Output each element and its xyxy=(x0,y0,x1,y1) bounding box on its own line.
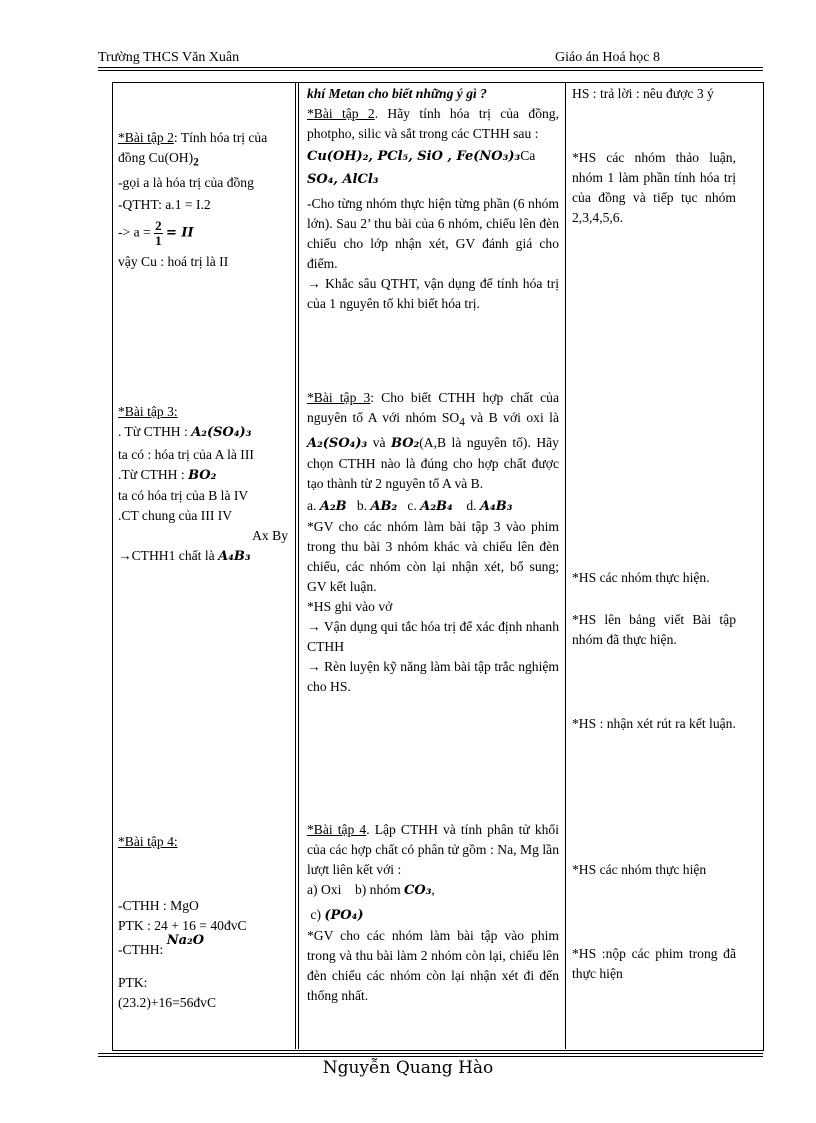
bt2-sub: 2 xyxy=(193,156,199,169)
footer-rule xyxy=(98,1053,763,1054)
col1-exercise-2 xyxy=(118,128,288,272)
answer-options: a. A₂B b. AB₂ c. A₂B₄ d. A₄B₃ xyxy=(307,497,513,514)
header-rule-2 xyxy=(98,70,763,71)
column-divider-2 xyxy=(565,82,566,1049)
column-content-3: HS : trả lời : nêu được 3 ý *HS các nhóm thảo luận, nhóm 1 làm phần tính hóa trị của đồng và tiếp tục nhóm 2,3,4,5,6. *HS các nhóm thực hiện. *HS lên bảng viết Bài tập nhóm đã thực hiện. *HS : nhận xét rút ra kết luận. *HS các nhóm thực hiện *HS :nộp các phim trong đã thực hiện xyxy=(572,86,736,981)
footer-rule-2 xyxy=(98,1056,763,1057)
bt4-title: *Bài tập 4: xyxy=(118,834,178,849)
header-rule xyxy=(98,67,763,68)
header-subject: Giáo án Hoá học 8 xyxy=(555,50,660,65)
col2-block-3: *Bài tập 4. Lập CTHH và tính phân tử khối của các hợp chất có phân tử gồm : Na, Mg lần lượt liên kết với : a) Oxi b) nhóm CO₃, c) (PO₄) *GV cho các nhóm làm bài tập vào phim trong và thu bài làm 2 nhóm còn lại, chiếu lên đèn chiếu các nhóm còn lại nhận xét đi đến thống nhất. xyxy=(307,822,559,1003)
bt2-line-5: vậy Cu : hoá trị là II xyxy=(118,253,229,269)
column-divider-1 xyxy=(295,82,299,1049)
column-content-2 xyxy=(307,84,559,1049)
column-content xyxy=(118,84,288,1049)
bt3-title: *Bài tập 3: xyxy=(118,404,178,419)
col2-block-2: *Bài tập 3: Cho biết CTHH hợp chất của nguyên tố A với nhóm $SO_4$ và B với oxi là A₂(SO₄)₃ và BO₂(A,B là nguyên tố). Hãy chọn CTHH nào là đúng cho hợp chất được tạo thành từ 2 nguyên tố A và B. a. A₂B b. AB₂ c. A₂B₄ d. A₄B₃ *GV cho các nhóm làm bài tập 3 vào phim trong thu bài 3 nhóm khác và chiếu lên đèn chiếu, các nhóm còn lại nhận xét, bổ sung; GV kết luận. *HS ghi vào vở → Vận dụng qui tắc hóa trị để xác định nhanh CTHH → Rèn luyện kỹ năng làm bài tập trắc nghiệm cho HS. xyxy=(307,390,559,694)
header-school: Trường THCS Văn Xuân xyxy=(98,50,240,65)
footer-author: Nguyễn Quang Hào xyxy=(322,1058,494,1078)
fraction: $\frac{2}{1}$ xyxy=(155,217,162,248)
col2-block-1: khí Metan cho biết những ý gì ? *Bài tập 2. Hãy tính hóa trị của đồng, photpho, silic và sắt trong các CTHH sau : Cu(OH)₂, PCl₅, SiO , Fe(NO₃)₃Ca SO₄, AlCl₃ -Cho từng nhóm thực hiện từng phần (6 nhóm lớn). Sau 2’ thu bài của 6 nhóm, chiếu lên đèn chiếu cho lớp nhận xét, GV đánh giá cho điểm. → Khắc sâu QTHT, vận dụng để tính hóa trị của 1 nguyên tố khi biết hóa trị. xyxy=(307,86,559,311)
bt2-text: : Tính hóa trị của đồng Cu(OH) xyxy=(118,130,268,165)
bt2-line-4: -> a = $\frac{2}{1}$ = II xyxy=(118,217,194,248)
question-top: khí Metan cho biết những ý gì ? xyxy=(307,86,487,101)
col1-exercise-3: *Bài tập 3: . Từ CTHH : A₂(SO₄)₃ ta có : hóa trị của A là III .Từ CTHH : BO₂ ta có hóa trị của B là IV .CT chung của III IV Ax By →CTHH1 chất là A₄B₃ xyxy=(118,404,288,564)
bt2-line-3: -QTHT: a.1 = I.2 xyxy=(118,196,211,212)
col1-exercise-4: *Bài tập 4: -CTHH : MgO PTK : 24 + 16 = 40đvC -CTHH: Na₂O PTK: (23.2)+16=56đvC xyxy=(118,834,247,1010)
bt2-line-2: -gọi a là hóa trị của đồng xyxy=(118,174,254,190)
bt2-title: *Bài tập 2 xyxy=(118,130,174,145)
